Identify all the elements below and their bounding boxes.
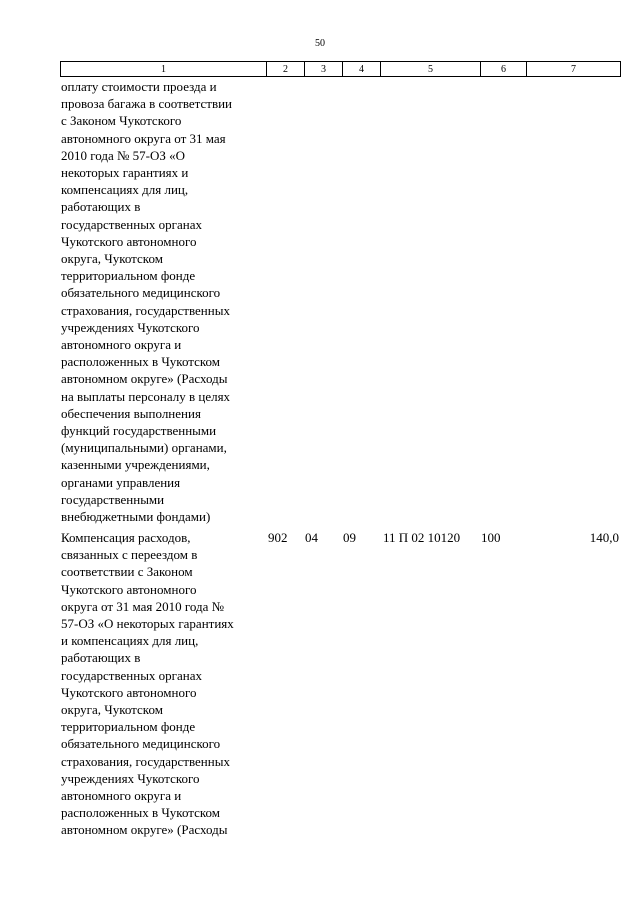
description-line: связанных с переездом в: [61, 547, 198, 563]
description-line: Чукотского автономного: [61, 684, 197, 700]
description-line: округа, Чукотском: [61, 702, 163, 718]
description-line: с Законом Чукотского: [61, 113, 182, 129]
description-line: Чукотского автономного: [61, 233, 197, 249]
description-line: учреждениях Чукотского: [61, 319, 200, 335]
description-line: учреждениях Чукотского: [61, 770, 200, 786]
description-line: автономном округе» (Расходы: [61, 822, 228, 838]
column-header-7: 7: [527, 62, 621, 77]
description-line: провоза багажа в соответствии: [61, 96, 232, 112]
row-description: [61, 529, 271, 839]
description-line: автономного округа и: [61, 788, 182, 804]
column-header-4: 4: [343, 62, 381, 77]
description-line: округа, Чукотском: [61, 251, 163, 267]
description-line: органами управления: [61, 474, 181, 490]
column-header-6: 6: [481, 62, 527, 77]
description-line: территориальном фонде: [61, 268, 196, 284]
description-line: на выплаты персоналу в целях: [61, 388, 231, 404]
description-line: работающих в: [61, 650, 141, 666]
row-code-ministry: 902: [268, 530, 288, 545]
row-target-article: 11 П 02 10120: [383, 530, 461, 545]
description-line: автономном округе» (Расходы: [61, 371, 228, 387]
description-line: 2010 года № 57-ОЗ «О: [61, 147, 186, 163]
description-line: функций государственными: [61, 423, 217, 439]
description-line: Чукотского автономного: [61, 581, 197, 597]
description-line: государственными: [61, 491, 165, 507]
column-header-5: 5: [381, 62, 481, 77]
description-line: некоторых гарантиях и: [61, 165, 189, 181]
description-line: работающих в: [61, 199, 141, 215]
row-code-subsection: 09: [343, 530, 356, 545]
column-header-2: 2: [267, 62, 305, 77]
description-line: страхования, государственных: [61, 302, 230, 318]
description-line: обязательного медицинского: [61, 285, 221, 301]
row-code-section: 04: [305, 530, 318, 545]
description-line: (муниципальными) органами,: [61, 440, 227, 456]
description-line: расположенных в Чукотском: [61, 354, 221, 370]
description-line: страхования, государственных: [61, 753, 230, 769]
description-line: округа от 31 мая 2010 года №: [61, 598, 225, 614]
description-line: Компенсация расходов,: [61, 530, 191, 545]
description-line: внебюджетными фондами): [61, 509, 211, 525]
row-expense-type: 100: [481, 530, 501, 545]
description-line: государственных органах: [61, 216, 203, 232]
description-line: обеспечения выполнения: [61, 405, 201, 421]
description-line: расположенных в Чукотском: [61, 805, 221, 821]
row-amount: 140,0: [589, 530, 619, 545]
description-line: автономного округа от 31 мая: [61, 130, 226, 146]
column-header-table: [60, 61, 621, 77]
description-line: и компенсациях для лиц,: [61, 633, 199, 649]
column-header-1: 1: [61, 62, 267, 77]
description-line: компенсациях для лиц,: [61, 182, 189, 198]
description-line: обязательного медицинского: [61, 736, 221, 752]
description-line: государственных органах: [61, 667, 203, 683]
description-line: казенными учреждениями,: [61, 457, 210, 473]
description-line: автономного округа и: [61, 337, 182, 353]
column-header-row: [61, 62, 621, 77]
description-line: оплату стоимости проезда и: [61, 79, 217, 94]
continued-description: [61, 78, 271, 525]
column-header-3: 3: [305, 62, 343, 77]
description-line: 57-ОЗ «О некоторых гарантиях: [61, 616, 234, 632]
description-line: соответствии с Законом: [61, 564, 193, 580]
page-number: 50: [315, 38, 325, 49]
description-line: территориальном фонде: [61, 719, 196, 735]
